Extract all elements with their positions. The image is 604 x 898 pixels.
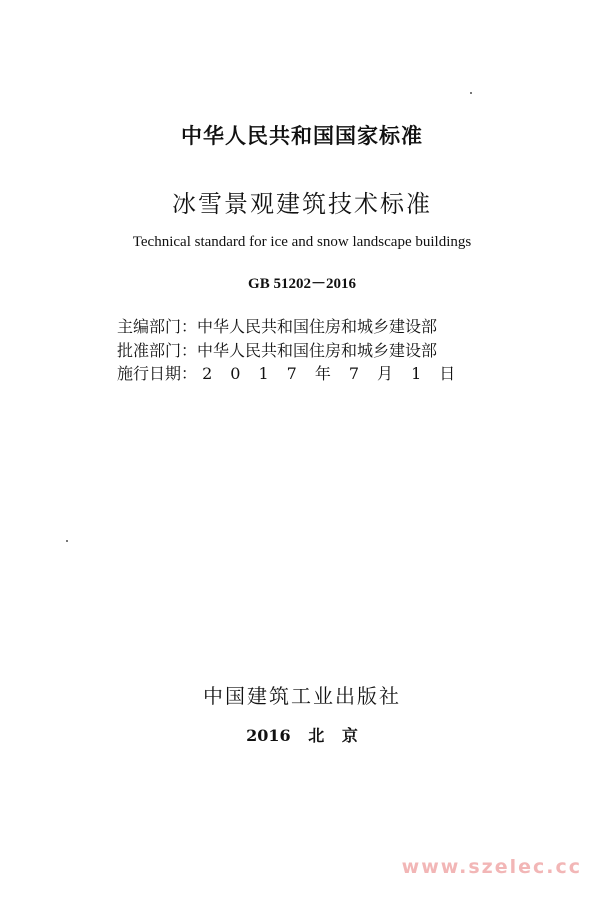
publisher-name: 中国建筑工业出版社 bbox=[203, 684, 401, 708]
approver-department-value: 中华人民共和国住房和城乡建设部 bbox=[197, 341, 438, 360]
effective-date-value bbox=[197, 364, 473, 383]
website-watermark: www.szelec.cc bbox=[401, 856, 582, 878]
editor-department-value: 中华人民共和国住房和城乡建设部 bbox=[197, 317, 438, 336]
date-part: 日 bbox=[439, 364, 456, 383]
publication-year-city: 2016 北 京 bbox=[246, 726, 358, 745]
date-part: 月 bbox=[377, 364, 394, 383]
effective-date-label: 施行日期： bbox=[117, 364, 198, 383]
standard-code: GB 51202－2016 bbox=[248, 276, 356, 292]
series-heading: 中华人民共和国国家标准 bbox=[181, 124, 423, 148]
date-part: 年 bbox=[314, 364, 331, 383]
approver-department-label: 批准部门： bbox=[117, 341, 198, 360]
date-part: 7 bbox=[348, 364, 360, 383]
document-title-chinese: 冰雪景观建筑技术标准 bbox=[172, 190, 432, 218]
approver-department-row bbox=[117, 338, 437, 361]
date-part: 1 bbox=[411, 364, 422, 383]
date-part: 7 bbox=[286, 364, 297, 383]
date-part: 2 bbox=[202, 364, 213, 383]
scan-speck bbox=[470, 92, 472, 94]
editor-department-row bbox=[117, 314, 437, 337]
date-part: 0 bbox=[230, 364, 241, 383]
document-title-english: Technical standard for ice and snow landscape buildings bbox=[132, 234, 472, 250]
effective-date-row bbox=[117, 361, 473, 384]
editor-department-label: 主编部门： bbox=[117, 317, 198, 336]
date-part: 1 bbox=[258, 364, 269, 383]
scan-speck bbox=[66, 540, 68, 542]
